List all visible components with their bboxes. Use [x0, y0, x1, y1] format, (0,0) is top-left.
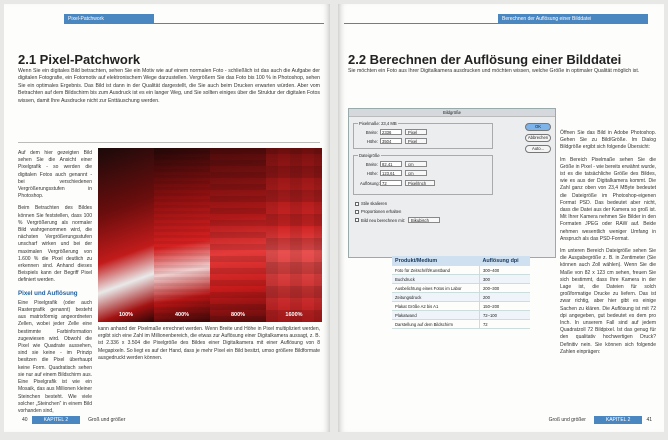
doc-width-label: Breite:	[365, 161, 378, 167]
checkbox-label: Bild neu berechnen mit:	[361, 217, 405, 223]
doc-width-row	[360, 161, 427, 167]
table-cell: Buchdruck	[392, 275, 479, 284]
doc-width-unit-select[interactable]: cm	[405, 161, 427, 167]
bottom-paragraph-left: kann anhand der Pixelmaße errechnet werden. Wenn Breite und Höhe in Pixel multipliziert werden, ergibt sich eine Zahl im Millionenbereich, die etwas zur Auflösung einer Digitalkamera aussagt, z. B. ist 2.336 x 3.504 die Pixelgröße des Bildes einer Digitalkamera mit einer Auflösung von 8 Megapixeln. So liegt es auf der Hand, dass je mehr Pixel ein Bild besitzt, umso größere Bildformate ausgedruckt werden können.	[98, 326, 320, 361]
section-title-left: 2.1 Pixel-Patchwork	[18, 52, 141, 67]
resolution-label: Auflösung:	[360, 180, 380, 186]
table-cell: Plakat Größe A2 bis A1	[392, 302, 479, 311]
divider-left	[18, 142, 320, 143]
width-label: Breite:	[365, 129, 378, 135]
checkbox[interactable]	[355, 210, 359, 214]
document-size-group	[353, 155, 493, 195]
resolution-row	[360, 180, 435, 186]
zoom-label: 100%	[118, 312, 134, 318]
chapter-tag: KAPITEL 2	[594, 416, 643, 424]
table-row	[392, 284, 530, 293]
table-cell: 72–100	[479, 311, 530, 320]
left-page	[4, 4, 330, 432]
table-header: Produkt/Medium	[392, 256, 479, 266]
checkbox-label: Proportionen erhalten	[361, 209, 402, 214]
resample-select[interactable]: Bikubisch	[408, 217, 440, 223]
side-paragraph: Auf dem hier gezeigten Bild sehen Sie die Ansicht einer Pixelgrafik - so werden die digitalen Fotos auch genannt - bei verschiedenen Vergrößerungsstufen in Photoshop.	[18, 150, 92, 200]
running-head-rule	[344, 23, 498, 24]
footer-right	[541, 415, 656, 424]
page-number: 40	[22, 416, 28, 423]
zoom-segment	[154, 148, 210, 322]
side-column-left	[18, 150, 92, 414]
side-paragraph: Beim Betrachten des Bildes können Sie feststellen, dass 100 % Vergrößerung als normaler Bild wahrgenommen wird, die nächsten Vergrößerungsstufen unscharf wirken und bei der maximalen Vergrößerung von 1.600 % die Pixel deutlich zu erkennen sind. Anhand dieses Beispiels kann der Begriff Pixel definiert werden.	[18, 205, 92, 284]
running-head-rule	[154, 23, 324, 24]
zoom-segment	[266, 148, 322, 322]
doc-height-row	[360, 170, 427, 176]
checkbox[interactable]	[355, 202, 359, 206]
resolution-field[interactable]: 72	[380, 180, 402, 186]
ok-button[interactable]: OK	[525, 123, 551, 131]
doc-width-field[interactable]: 82,41	[380, 161, 402, 167]
doc-height-unit-select[interactable]: cm	[405, 170, 427, 176]
table-cell: Darstellung auf dem Bildschirm	[392, 320, 479, 329]
width-unit-select[interactable]: Pixel	[405, 129, 427, 135]
column-paragraph: Im unteren Bereich Dateigröße sehen Sie die Ausgabegröße z. B. in Zentimeter (Sie können auch Zoll wählen). Wenn Sie die Maße von 82 x 123 cm sehen, freuen Sie sich bestimmt, dass Ihre Kamera in der Lage ist, die Dateien für solch großformatige Drucke zu liefern. Das ist zwar richtig, aber hier gibt es einige Sachen zu klären. Die Auflösung ist mit 72 dpi angegeben, gut bedeutet es dem pro Inch. In unserem Fall sind auf jedem Quadratzoll 72 Bildpixel. Ist das genug für den qualitativ hochwertigen Druck? Definitiv nein. Sie können sich folgende Zahlen einprägen:	[560, 248, 656, 355]
footer-title: Groß und größer	[88, 416, 126, 423]
table-row	[392, 293, 530, 302]
table-cell: 150–200	[479, 302, 530, 311]
table-header: Auflösung dpi	[479, 256, 530, 266]
height-label: Höhe:	[366, 138, 378, 144]
checkbox[interactable]	[355, 218, 359, 222]
table-cell: 300	[479, 275, 530, 284]
table-cell: 200–300	[479, 284, 530, 293]
resample-row[interactable]	[355, 217, 440, 223]
table-row	[392, 266, 530, 275]
intro-left: Wenn Sie ein digitales Bild betrachten, sehen Sie ein Motiv wie auf einem normalen Foto - schließlich ist das auch die Aufgabe der digitalen Fotografie, ein Fotomotiv auf elektronischem Wege darzustellen. Vergrößern Sie das Foto bis 100 % in Photoshop, sehen Sie ein optimales Ergebnis. Das Bild ist dann in der Qualität dargestellt, die Sie auch beim Drucken erwarten würden. Aber vom Betrachten auf dem Bildschirm bis zum Ausdruck ist es ein langer Weg, und Sie sollten einiges über die Struktur der digitalen Fotos wissen, damit Ihre Ausdrucke nicht zur Enttäuschung werden.	[18, 68, 320, 104]
table-cell: 72	[479, 320, 530, 329]
zoom-label: 1600%	[285, 312, 303, 318]
intro-right: Sie möchten ein Foto aus Ihrer Digitalkamera ausdrucken und möchten wissen, welche Größe in optimaler Qualität möglich ist.	[348, 68, 640, 74]
running-head-left: Pixel-Patchwork	[64, 14, 154, 24]
chapter-tag: KAPITEL 2	[32, 416, 81, 424]
height-field[interactable]: 3504	[380, 138, 402, 144]
pixel-dimensions-group	[353, 123, 493, 149]
height-row	[360, 138, 427, 144]
resolution-table	[392, 256, 530, 329]
right-page	[338, 4, 664, 432]
table-cell: 200	[479, 293, 530, 302]
section-title-right: 2.2 Berechnen der Auflösung einer Bilddatei	[348, 52, 622, 67]
footer-title: Groß und größer	[548, 416, 586, 423]
side-paragraph: Eine Pixelgrafik (oder auch Rastergrafik genannt) besteht aus matrixförmig angeordneten Zellen, wobei jeder Zelle eine bestimmte Farbinformation zugewiesen wird. Obwohl die Pixel wie Quadrate aussehen, sind sie keine - im Prinzip besitzen die Pixel überhaupt keine Form. Quadratisch sehen sie nur auf einem Bildschirm aus. Eine Pixelgrafik ist wie ein Mosaik, das aus Millionen kleiner Steinchen besteht. Wie viele solcher „Steinchen“ in einem Bild vorhanden sind,	[18, 299, 92, 414]
image-size-dialog	[348, 108, 556, 258]
zoom-segment	[98, 148, 154, 322]
zoom-comparison-image	[98, 148, 322, 322]
resolution-unit-select[interactable]: Pixel/Inch	[405, 180, 435, 186]
cancel-button[interactable]: Abbrechen	[525, 134, 551, 142]
width-row	[360, 129, 427, 135]
table-row	[392, 275, 530, 284]
table-cell: Zeitungsdruck	[392, 293, 479, 302]
table-cell: Ausbelichtung eines Fotos im Labor	[392, 284, 479, 293]
scale-styles-row[interactable]	[355, 201, 387, 206]
zoom-label: 800%	[230, 312, 246, 318]
column-paragraph: Im Bereich Pixelmaße sehen Sie die Größe in Pixel - wie bereits erwähnt wurde, ist es die tatsächliche Größe des Bildes, wie es aus der Digitalkamera kommt. Die Zahl ganz oben von 23,4 MByte bedeutet die Dateigröße im Photoshop-eigenen Format PSD. Das bedeutet aber nicht, dass die Datei aus der Kamera so groß ist. Mit Ihrer Kamera nehmen Sie Bilder in den Formaten JPEG oder RAW auf. Beide nehmen wesentlich weniger Umfang in Anspruch als das PSD-Format.	[560, 156, 656, 242]
table-row	[392, 311, 530, 320]
table-header-row	[392, 256, 530, 266]
group-title: Pixelmaße: 23,4 MB	[359, 121, 397, 126]
side-column-right	[560, 130, 656, 410]
table-cell: Plakatwand	[392, 311, 479, 320]
zoom-label: 400%	[174, 312, 190, 318]
table-cell: Foto für Zeitschrift/Kunstband	[392, 266, 479, 275]
height-unit-select[interactable]: Pixel	[405, 138, 427, 144]
constrain-row[interactable]	[355, 209, 401, 214]
subheading-pixel: Pixel und Auflösung	[18, 289, 78, 297]
table-cell: 300–400	[479, 266, 530, 275]
auto-button[interactable]: Auto...	[525, 145, 551, 153]
table-row	[392, 320, 530, 329]
table-row	[392, 302, 530, 311]
running-head-right: Berechnen der Auflösung einer Bilddatei	[498, 14, 648, 24]
doc-height-field[interactable]: 123,61	[380, 170, 402, 176]
checkbox-label: Stile skalieren	[361, 201, 388, 206]
footer-left	[18, 415, 133, 424]
zoom-segment	[210, 148, 266, 322]
dialog-title: Bildgröße	[349, 109, 555, 117]
page-number: 41	[646, 416, 652, 423]
doc-height-label: Höhe:	[366, 170, 378, 176]
group-title: Dateigröße	[359, 153, 380, 158]
column-paragraph: Öffnen Sie das Bild in Adobe Photoshop. Gehen Sie zu Bild/Größe. Im Dialog Bildgröße ergibt sich folgende Übersicht:	[560, 130, 656, 151]
width-field[interactable]: 2336	[380, 129, 402, 135]
